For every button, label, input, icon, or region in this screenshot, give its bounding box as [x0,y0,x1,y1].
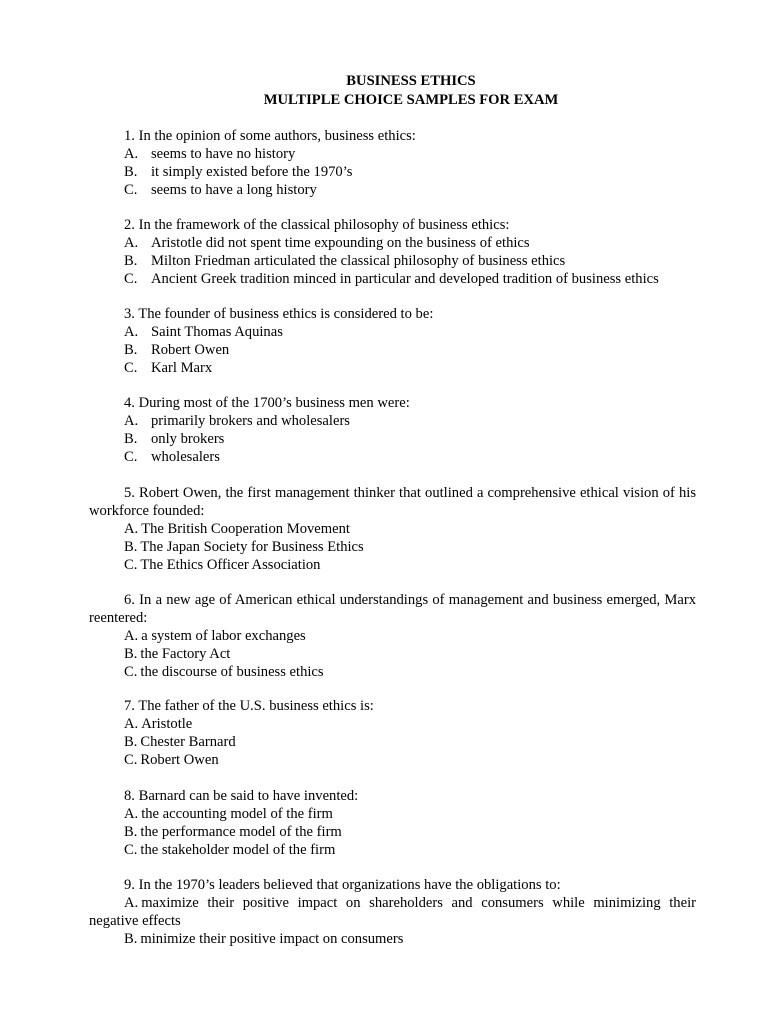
answer-option-c [89,663,696,681]
question-text: 7. The father of the U.S. business ethics is: [124,698,374,714]
option-text: Robert Owen [140,752,219,768]
question-text: 8. Barnard can be said to have invented: [124,788,359,804]
option-letter: A. [124,521,139,537]
option-text: Saint Thomas Aquinas [151,324,283,340]
answer-option-c [89,841,696,859]
option-text: The British Cooperation Movement [141,521,350,537]
option-text: seems to have no history [151,146,296,162]
question-6 [89,591,696,681]
answer-options [89,805,696,859]
option-letter: A. [124,146,139,162]
option-text: a system of labor exchanges [141,628,306,644]
document-title: BUSINESS ETHICS [346,73,476,89]
question-1 [89,127,696,199]
answer-options [89,715,696,769]
answer-option-c [89,556,696,574]
option-letter: B. [124,931,138,947]
option-letter: B. [124,734,138,750]
option-letter: C. [124,842,138,858]
option-text: the discourse of business ethics [140,664,324,680]
option-letter: A. [124,716,139,732]
question-9 [89,876,696,948]
option-text: Karl Marx [151,360,213,376]
option-text: Ancient Greek tradition minced in particular and developed tradition of business ethics [151,271,659,287]
option-letter: C. [124,752,138,768]
question-text: 4. During most of the 1700’s business men were: [124,395,410,411]
answer-option-a [89,412,696,430]
option-letter: B. [124,164,138,180]
answer-option-c [89,181,696,199]
answer-option-b [89,252,696,270]
answer-option-b [89,733,696,751]
option-letter: A. [124,324,139,340]
option-text: the accounting model of the firm [141,806,333,822]
option-letter: C. [124,182,138,198]
option-text: Milton Friedman articulated the classical philosophy of business ethics [151,253,566,269]
option-text: The Ethics Officer Association [140,557,321,573]
option-letter: C. [124,557,138,573]
question-text: 5. Robert Owen, the first management thinker that outlined a comprehensive ethical vision of his workforce founded: [89,485,696,519]
option-text: it simply existed before the 1970’s [151,164,353,180]
answer-option-b [89,538,696,556]
option-letter: C. [124,449,138,465]
answer-option-a [89,234,696,252]
answer-option-c [89,270,696,288]
option-letter: A. [124,895,139,911]
question-4 [89,394,696,466]
answer-option-a [89,894,696,930]
question-2 [89,216,696,288]
question-7 [89,697,696,769]
option-letter: B. [124,342,138,358]
answer-option-b [89,163,696,181]
answer-option-b [89,645,696,663]
option-text: The Japan Society for Business Ethics [140,539,364,555]
question-text: 9. In the 1970’s leaders believed that organizations have the obligations to: [124,877,561,893]
option-letter: B. [124,646,138,662]
option-letter: B. [124,824,138,840]
answer-option-c [89,359,696,377]
answer-option-a [89,323,696,341]
option-text: maximize their positive impact on shareholders and consumers while minimizing their negative effects [89,895,696,929]
answer-option-a [89,145,696,163]
option-letter: B. [124,253,138,269]
question-text: 2. In the framework of the classical philosophy of business ethics: [124,217,510,233]
answer-options [89,145,696,199]
option-letter: A. [124,628,139,644]
option-letter: B. [124,431,138,447]
question-5 [89,484,696,574]
answer-option-b [89,341,696,359]
option-text: wholesalers [151,449,220,465]
answer-option-a [89,520,696,538]
answer-option-c [89,751,696,769]
question-text: 1. In the opinion of some authors, business ethics: [124,128,416,144]
answer-options [89,520,696,574]
answer-options [89,412,696,466]
option-letter: C. [124,271,138,287]
answer-options [89,323,696,377]
option-text: Robert Owen [151,342,230,358]
option-text: Chester Barnard [140,734,236,750]
answer-options [89,894,696,948]
question-8 [89,787,696,859]
option-text: the performance model of the firm [140,824,342,840]
answer-option-a [89,805,696,823]
answer-option-c [89,448,696,466]
question-text: 6. In a new age of American ethical understandings of management and business emerged, Marx reentered: [89,592,696,626]
option-letter: A. [124,235,139,251]
option-text: only brokers [151,431,225,447]
option-text: the stakeholder model of the firm [140,842,336,858]
option-letter: C. [124,360,138,376]
answer-option-a [89,715,696,733]
option-letter: A. [124,413,139,429]
question-3 [89,305,696,377]
answer-options [89,627,696,681]
option-text: primarily brokers and wholesalers [151,413,350,429]
option-letter: A. [124,806,139,822]
answer-option-b [89,930,696,948]
question-text: 3. The founder of business ethics is considered to be: [124,306,434,322]
answer-options [89,234,696,288]
answer-option-b [89,430,696,448]
option-text: Aristotle did not spent time expounding on the business of ethics [151,235,530,251]
option-letter: B. [124,539,138,555]
option-text: Aristotle [141,716,193,732]
option-text: the Factory Act [140,646,231,662]
option-text: minimize their positive impact on consumers [140,931,404,947]
option-letter: C. [124,664,138,680]
document-subtitle: MULTIPLE CHOICE SAMPLES FOR EXAM [263,92,559,108]
answer-option-a [89,627,696,645]
option-text: seems to have a long history [151,182,317,198]
answer-option-b [89,823,696,841]
